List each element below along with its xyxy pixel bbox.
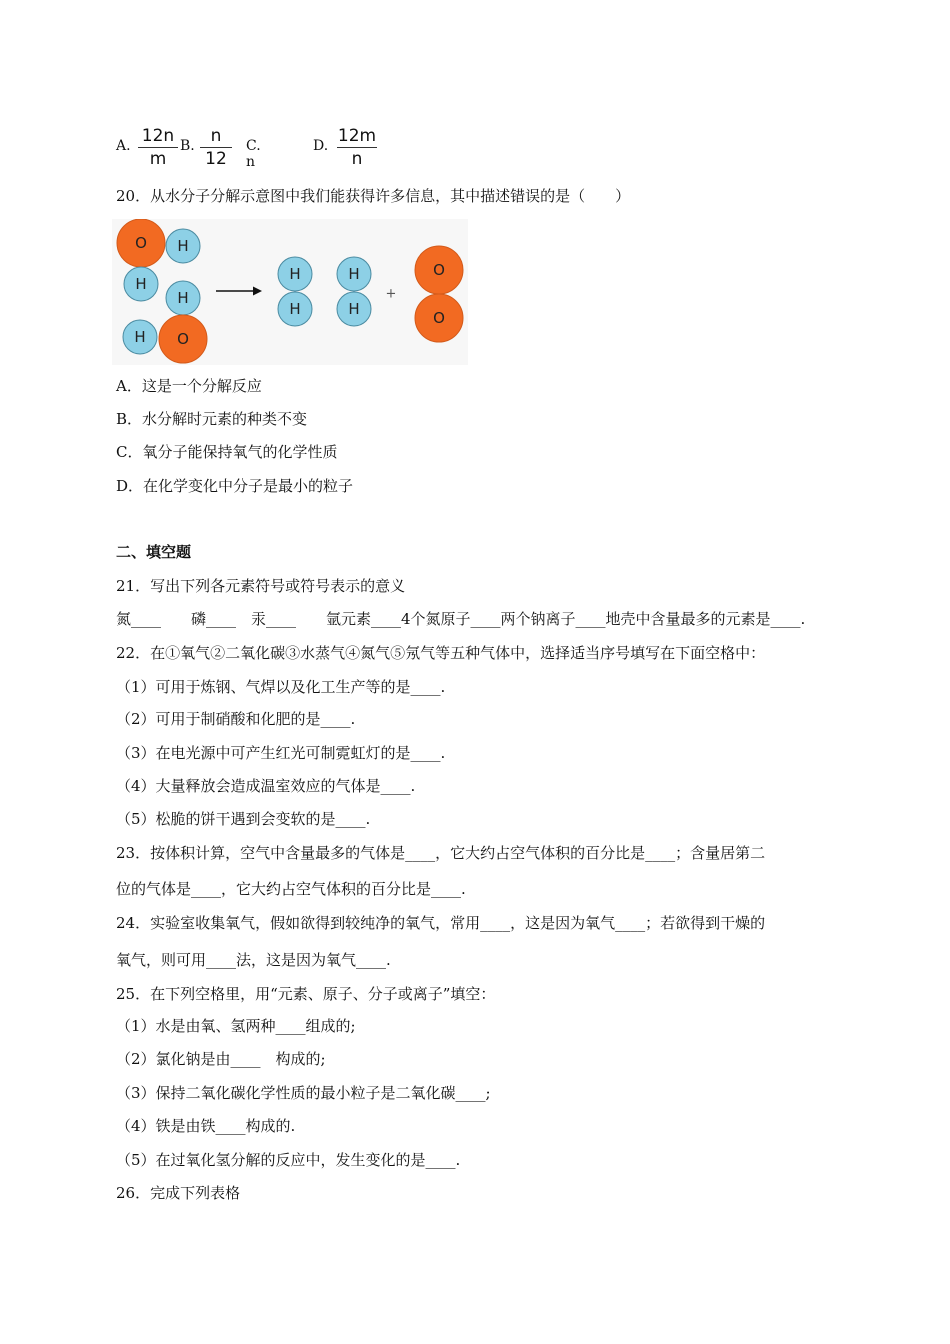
option-label: D. (313, 138, 329, 154)
q24-line-2: 氧气，则可用____法，这是因为氧气____. (116, 951, 391, 969)
q25-item-1: （1）水是由氧、氢两种____组成的; (116, 1017, 356, 1035)
q23-line-2: 位的气体是____，它大约占空气体积的百分比是____. (116, 880, 466, 898)
q20-option-a: A．这是一个分解反应 (116, 377, 262, 395)
section-heading: 二、填空题 (116, 543, 192, 561)
fraction-bar (138, 147, 178, 148)
fraction-bar (200, 147, 232, 148)
atom-label: H (177, 289, 189, 307)
atom-label: O (135, 234, 147, 252)
numerator: 12m (337, 126, 377, 146)
fraction (200, 126, 232, 169)
atom-label: H (134, 328, 146, 346)
atom-label: H (348, 300, 360, 318)
q20-option-d: D．在化学变化中分子是最小的粒子 (116, 477, 354, 495)
atom-label: O (433, 309, 445, 327)
q25-item-4: （4）铁是由铁____构成的. (116, 1117, 296, 1135)
option-label: A. (116, 138, 131, 154)
q22-item-1: （1）可用于炼钢、气焊以及化工生产等的是____. (116, 678, 446, 696)
numerator: 12n (141, 126, 175, 146)
option-label: B. (180, 138, 195, 154)
atom-label: H (177, 237, 189, 255)
q22-item-4: （4）大量释放会造成温室效应的气体是____. (116, 777, 416, 795)
plus-sign: + (385, 286, 397, 302)
q22-item-5: （5）松脆的饼干遇到会变软的是____. (116, 810, 371, 828)
q22-item-2: （2）可用于制硝酸和化肥的是____. (116, 710, 356, 728)
q25-item-3: （3）保持二氧化碳化学性质的最小粒子是二氧化碳____; (116, 1084, 491, 1102)
q22-stem: 22．在①氧气②二氧化碳③水蒸气④氮气⑤氖气等五种气体中，选择适当序号填写在下面空格中： (116, 644, 766, 662)
numerator: n (210, 126, 222, 146)
q21-blanks: 氮____ 磷____ 汞____ 氩元素____4个氮原子____两个钠离子____地壳中含量最多的元素是____. (116, 610, 806, 628)
q20-option-c: C．氧分子能保持氧气的化学性质 (116, 443, 338, 461)
q25-stem: 25．在下列空格里，用“元素、原子、分子或离子”填空： (116, 985, 496, 1003)
q26-stem: 26．完成下列表格 (116, 1184, 241, 1202)
atom-label: O (177, 330, 189, 348)
fraction-bar (337, 147, 377, 148)
denominator: m (149, 149, 167, 169)
q20-option-b: B．水分解时元素的种类不变 (116, 410, 308, 428)
q22-item-3: （3）在电光源中可产生红光可制霓虹灯的是____. (116, 744, 446, 762)
q23-line-1: 23．按体积计算，空气中含量最多的气体是____，它大约占空气体积的百分比是____；含量居第二 (116, 844, 766, 862)
atom-label: H (289, 300, 301, 318)
option-label: C. n (246, 138, 261, 170)
q20-stem: 20．从水分子分解示意图中我们能获得许多信息，其中描述错误的是（ ） (116, 187, 631, 205)
denominator: n (351, 149, 363, 169)
fraction (138, 126, 178, 169)
atom-label: H (135, 275, 147, 293)
fraction (337, 126, 377, 169)
q25-item-5: （5）在过氧化氢分解的反应中，发生变化的是____. (116, 1151, 461, 1169)
atom-label: H (289, 265, 301, 283)
q24-line-1: 24．实验室收集氧气，假如欲得到较纯净的氧气，常用____，这是因为氧气____；若欲得到干燥的 (116, 914, 766, 932)
q21-stem: 21．写出下列各元素符号或符号表示的意义 (116, 577, 406, 595)
atom-label: O (433, 261, 445, 279)
denominator: 12 (205, 149, 227, 169)
q25-item-2: （2）氯化钠是由____ 构成的; (116, 1050, 326, 1068)
atom-label: H (348, 265, 360, 283)
water-decomposition-diagram (112, 219, 468, 365)
